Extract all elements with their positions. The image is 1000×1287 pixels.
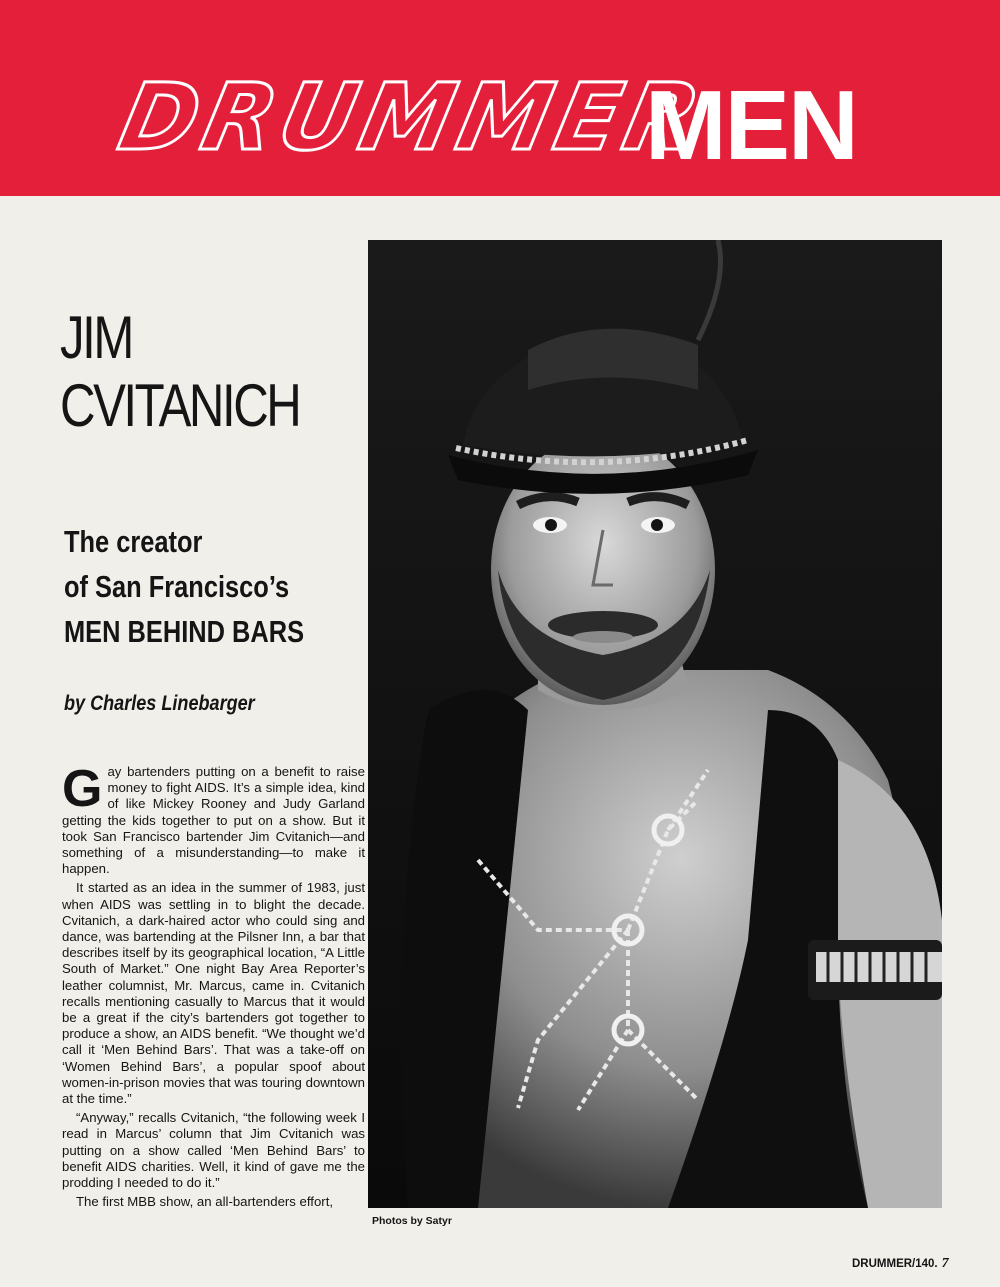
- article-headline: [60, 304, 299, 440]
- dek-line-1: The creator: [64, 524, 203, 559]
- header-banner: [0, 0, 1000, 196]
- article-paragraph-4: The first MBB show, an all-bartenders effort,: [76, 1194, 334, 1210]
- article-paragraph-3: “Anyway,” recalls Cvitanich, “the following week I read in Marcus’ column that Jim Cvitanich was putting on a show called ‘Men Behind Bars’ to benefit AIDS charities. Well, it kind of gave me the prodding I needed to do it.”: [62, 1110, 365, 1191]
- page-number: 7: [941, 1256, 949, 1271]
- article-paragraph-2: It started as an idea in the summer of 1983, just when AIDS was settling in to blight the decade. Cvitanich, a dark-haired actor who could sing and dance, was bartending at the Pilsner Inn, a bar that describes itself by its geographical location, “A Little South of Market.” One night Bay Area Reporter’s leather columnist, Mr. Marcus, came in. Cvitanich recalls mentioning casually to Marcus that it would be a great if the city’s bartenders got together to produce a show, an AIDS benefit. “We thought we’d call it ‘Men Behind Bars’. That was a take-off on ‘Women Behind Bars’, a popular spoof about women-in-prison movies that was touring downtown at the time.”: [62, 880, 365, 1107]
- article-paragraph-1: [62, 760, 365, 877]
- article-dek: [64, 519, 304, 654]
- portrait-photo: [368, 240, 942, 1208]
- banner-title-drummer: DRUMMER: [110, 64, 715, 171]
- portrait-illustration: [368, 240, 942, 1208]
- drop-cap: G: [62, 760, 103, 818]
- dek-line-3: MEN BEHIND BARS: [64, 614, 305, 649]
- headline-line-1: JIM: [60, 304, 132, 371]
- page-folio: [852, 1256, 949, 1272]
- article-body: [62, 760, 365, 1213]
- folio-text: DRUMMER/140.: [852, 1258, 938, 1270]
- photo-credit: Photos by Satyr: [372, 1215, 452, 1227]
- dek-line-2: of San Francisco’s: [64, 569, 290, 604]
- headline-line-2: CVITANICH: [60, 372, 300, 439]
- banner-title-men: MEN: [645, 70, 857, 180]
- paragraph-1-text: ay bartenders putting on a benefit to raise money to fight AIDS. It’s a simple idea, kind of like Mickey Rooney and Judy Garland getting the kids together to put on a show. But it took San Francisco bartender Jim Cvitanich—and something of a misunderstanding—to make it happen.: [62, 764, 365, 877]
- byline: by Charles Linebarger: [64, 692, 255, 715]
